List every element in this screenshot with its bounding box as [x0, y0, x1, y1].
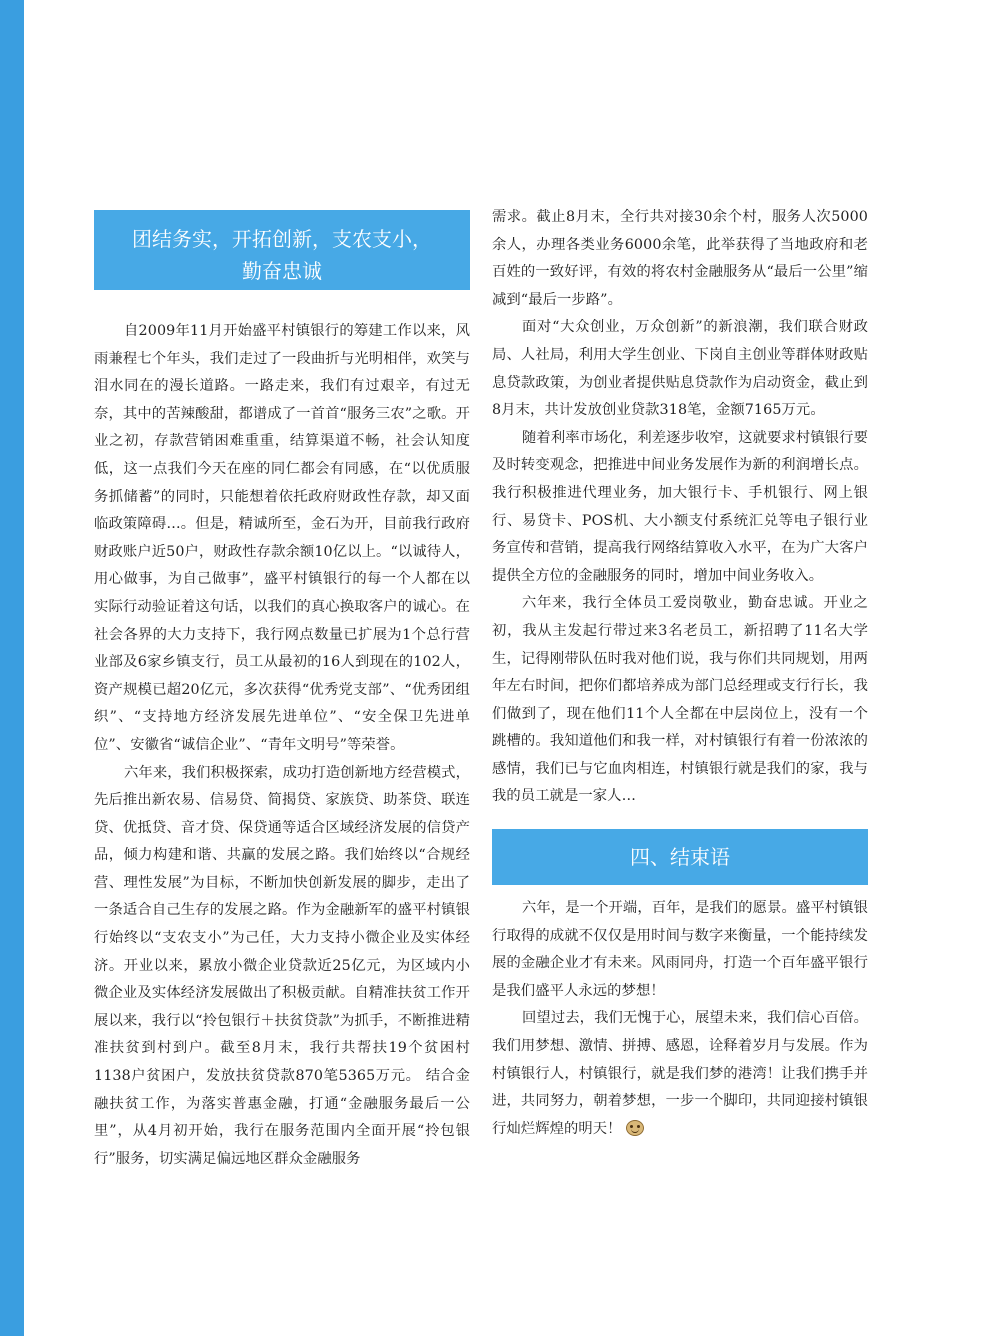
heading-line-1: 团结务实，开拓创新，支农支小， [132, 227, 432, 251]
paragraph-continued: 需求。截止8月末，全行共对接30余个村，服务人次5000余人，办理各类业务6000余笔，此举获得了当地政府和老百姓的一致好评，有效的将农村金融服务从“最后一公里”缩减到“最后一步路”。 [492, 209, 868, 308]
smile-emoji-icon [626, 1120, 644, 1136]
paragraph-vision: 六年，是一个开端，百年，是我们的愿景。盛平村镇银行取得的成就不仅仅是用时间与数字来衡量，一个能持续发展的金融企业才有未来。风雨同舟，打造一个百年盛平银行是我们盛平人永远的梦想！ [492, 900, 868, 999]
conclusion-heading: 四、结束语 [630, 845, 730, 870]
paragraph-six-years-explore: 六年来，我们积极探索，成功打造创新地方经营模式，先后推出新农易、信易贷、简揭贷、家族贷、助茶贷、联连贷、优抵贷、音才贷、保贷通等适合区域经济发展的信贷产品，倾力构建和谐、共赢的发展之路。我们始终以“合规经营、理性发展”为目标，不断加快创新发展的脚步，走出了一条适合自己生存的发展之路。作为金融新军的盛平村镇银行始终以“支农支小”为己任，大力支持小微企业及实体经济。开业以来，累放小微企业贷款近25亿元，为区域内小微企业及实体经济发展做出了积极贡献。自精准扶贫工作开展以来，我行以“拎包银行＋扶贫贷款”为抓手，不断推进精准扶贫到村到户。截至8月末，我行共帮扶19个贫困村1138户贫困户，发放扶贫贷款870笔5365万元。 结合金融扶贫工作，为落实普惠金融，打通“金融服务最后一公里”，从4月初开始，我行在服务范围内全面开展“拎包银行”服务，切实满足偏远地区群众金融服务 [94, 764, 470, 1167]
paragraph-intro: 自2009年11月开始盛平村镇银行的筹建工作以来，风雨兼程七个年头，我们走过了一段曲折与光明相伴，欢笑与泪水同在的漫长道路。一路走来，我们有过艰辛，有过无奈，其中的苦辣酸甜，都谱成了一首首“服务三农”之歌。开业之初，存款营销困难重重，结算渠道不畅，社会认知度低，这一点我们今天在座的同仁都会有同感，在“以优质服务抓储蓄”的同时，只能想着依托政府财政性存款，却又面临政策障碍…。但是，精诚所至，金石为开，目前我行政府财政账户近50户，财政性存款余额10亿以上。“以诚待人，用心做事，为自己做事”，盛平村镇银行的每一个人都在以实际行动验证着这句话，以我们的真心换取客户的诚心。在社会各界的大力支持下，我行网点数量已扩展为1个总行营业部及6家乡镇支行，员工从最初的16人到现在的102人，资产规模已超20亿元，多次获得“优秀党支部”、“优秀团组织”、“支持地方经济发展先进单位”、“安全保卫先进单位”、安徽省“诚信企业”、“青年文明号”等荣誉。 [94, 323, 470, 753]
left-column [94, 210, 470, 1173]
paragraph-entrepreneurship: 面对“大众创业，万众创新”的新浪潮，我们联合财政局、人社局，利用大学生创业、下岗自主创业等群体财政贴息贷款政策，为创业者提供贴息贷款作为启动资金，截止到8月末，共计发放创业贷款318笔，金额7165万元。 [492, 319, 868, 419]
right-column [492, 204, 868, 1143]
paragraph-interest-rate: 随着利率市场化，利差逐步收窄，这就要求村镇银行要及时转变观念，把推进中间业务发展作为新的利润增长点。我行积极推进代理业务，加大银行卡、手机银行、网上银行、易贷卡、POS机、大小额支付系统汇兑等电子银行业务宣传和营销，提高我行网络结算收入水平，在为广大客户提供全方位的金融服务的同时，增加中间业务收入。 [492, 429, 868, 584]
closing-text: 回望过去，我们无愧于心，展望未来，我们信心百倍。我们用梦想、激情、拼搏、感恩，诠释着岁月与发展。作为村镇银行人，村镇银行，就是我们梦的港湾！让我们携手并进，共同努力，朝着梦想，一步一个脚印，共同迎接村镇银行灿烂辉煌的明天！ [492, 1010, 868, 1137]
conclusion-heading-banner [492, 829, 868, 885]
paragraph-closing [492, 1005, 868, 1143]
heading-line-2: 勤奋忠诚 [242, 259, 322, 283]
paragraph-staff: 六年来，我行全体员工爱岗敬业，勤奋忠诚。开业之初，我从主发起行带过来3名老员工，新招聘了11名大学生，记得刚带队伍时我对他们说，我与你们共同规划，用两年左右时间，把你们都培养成为部门总经理或支行行长，我们做到了，现在他们11个人全都在中层岗位上，没有一个跳槽的。我知道他们和我一样，对村镇银行有着一份浓浓的感情，我们已与它血肉相连，村镇银行就是我们的家，我与我的员工就是一家人… [492, 595, 868, 805]
left-accent-bar [0, 0, 24, 1336]
section-heading-banner [94, 210, 470, 290]
